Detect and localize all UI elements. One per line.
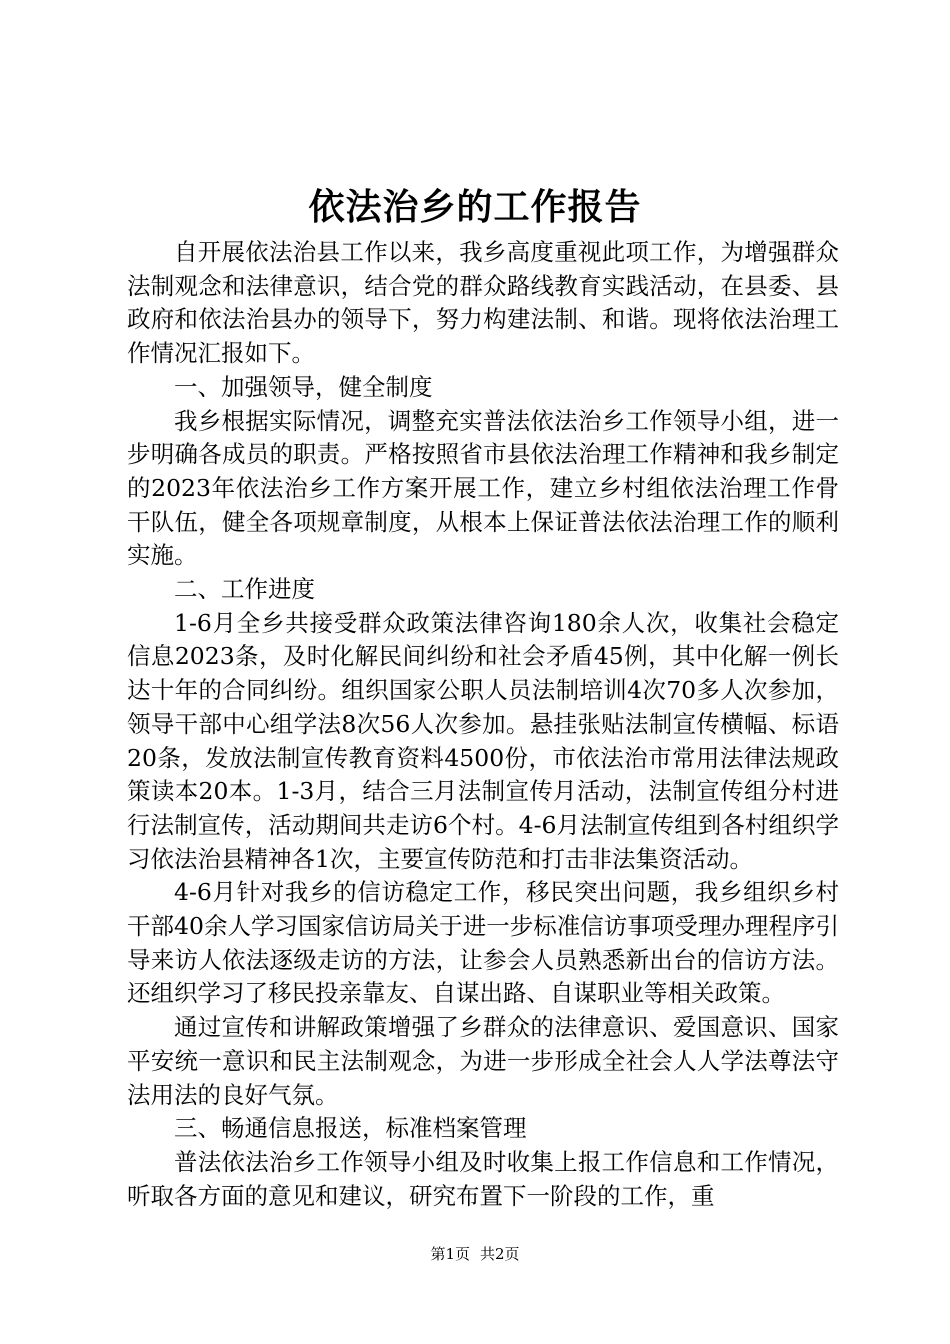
section-1-paragraph: 我乡根据实际情况，调整充实普法依法治乡工作领导小组，进一步明确各成员的职责。严格按照省市县依法治理工作精神和我乡制定的2023年依法治乡工作方案开展工作，建立乡村组依法治理工作骨干队伍，健全各项规章制度，从根本上保证普法依法治理工作的顺利实施。 (127, 406, 839, 570)
page-total: 共2页 (480, 1245, 520, 1263)
document-title: 依法治乡的工作报告 (308, 186, 642, 228)
page-footer (0, 1243, 950, 1265)
document-body (127, 236, 839, 1213)
section-2-paragraph-1: 1-6月全乡共接受群众政策法律咨询180余人次，收集社会稳定信息2023条，及时化解民间纠纷和社会矛盾45例，其中化解一例长达十年的合同纠纷。组织国家公职人员法制培训4次70多人次参加，领导干部中心组学法8次56人次参加。悬挂张贴法制宣传横幅、标语20条，发放法制宣传教育资料4500份，市依法治市常用法律法规政策读本20本。1-3月，结合三月法制宣传月活动，法制宣传组分村进行法制宣传，活动期间共走访6个村。4-6月法制宣传组到各村组织学习依法治县精神各1次，主要宣传防范和打击非法集资活动。 (127, 608, 839, 873)
section-2-paragraph-3: 通过宣传和讲解政策增强了乡群众的法律意识、爱国意识、国家平安统一意识和民主法制观念，为进一步形成全社会人人学法尊法守法用法的良好气氛。 (127, 1013, 839, 1109)
section-heading-3: 三、畅通信息报送，标准档案管理 (174, 1114, 527, 1143)
intro-paragraph: 自开展依法治县工作以来，我乡高度重视此项工作，为增强群众法制观念和法律意识，结合党的群众路线教育实践活动，在县委、县政府和依法治县办的领导下，努力构建法制、和谐。现将依法治理工作情况汇报如下。 (127, 238, 839, 368)
section-heading-1: 一、加强领导，健全制度 (174, 372, 433, 401)
section-3-paragraph: 普法依法治乡工作领导小组及时收集上报工作信息和工作情况，听取各方面的意见和建议，研究布置下一阶段的工作，重 (127, 1147, 839, 1210)
section-2-paragraph-2: 4-6月针对我乡的信访稳定工作，移民突出问题，我乡组织乡村干部40余人学习国家信访局关于进一步标准信访事项受理办理程序引导来访人依法逐级走访的方法，让参会人员熟悉新出台的信访方法。还组织学习了移民投亲靠友、自谋出路、自谋职业等相关政策。 (127, 878, 839, 1008)
section-heading-2: 二、工作进度 (174, 575, 315, 604)
page-number: 第1页 (430, 1245, 470, 1263)
